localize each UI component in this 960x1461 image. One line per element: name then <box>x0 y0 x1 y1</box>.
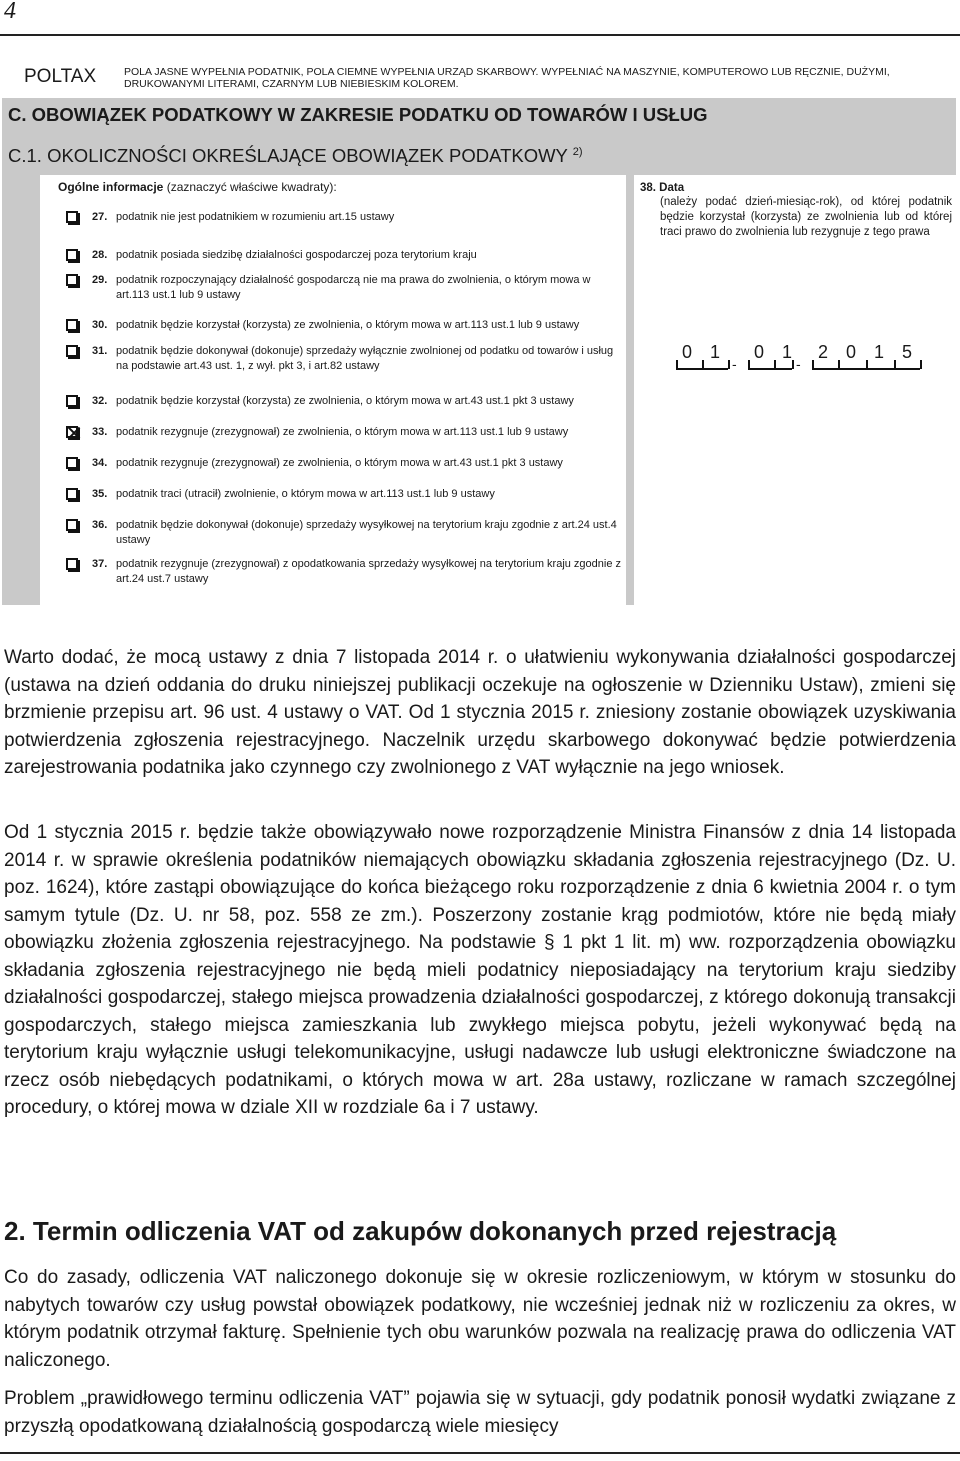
section-c1-title: C.1. OKOLICZNOŚCI OKREŚLAJĄCE OBOWIĄZEK PODATKOWY $^{2)}$ <box>8 145 583 166</box>
date-tick <box>748 360 750 369</box>
date-digit: 1 <box>781 342 792 362</box>
option-number: 36. <box>92 519 108 531</box>
date-digit: 1 <box>873 342 884 362</box>
date-tick <box>676 360 678 369</box>
option-number: 29. <box>92 274 108 286</box>
checkbox[interactable] <box>66 249 78 261</box>
option-text: podatnik będzie dokonywał (dokonuje) sprzedaży wysyłkowej na terytorium kraju zgodnie z art.24 ust.4 ustawy <box>116 519 617 546</box>
option-text: podatnik będzie korzystał (korzysta) ze zwolnienia, o którym mowa w art.113 ust.1 lub 9 ustawy <box>116 319 580 331</box>
option-number: 27. <box>92 211 108 223</box>
date-digit: 2 <box>817 342 828 362</box>
date-tick <box>812 360 814 369</box>
checkbox[interactable] <box>66 488 78 500</box>
date-tick <box>774 360 776 369</box>
poltax-brand: POLTAX <box>24 66 97 87</box>
option-number: 33. <box>92 426 108 438</box>
footnote-ref: 2) <box>572 145 583 158</box>
option-text: podatnik rozpoczynający działalność gospodarczą nie ma prawa do zwolnienia, o którym mowa w art.113 ust.1 lub 9 ustawy <box>116 274 591 301</box>
checkbox[interactable] <box>66 345 78 357</box>
form-instruction: POLA JASNE WYPEŁNIA PODATNIK, POLA CIEMNE WYPEŁNIA URZĄD SKARBOWY. WYPEŁNIAĆ NA MASZYNIE, KOMPUTEROWO LUB RĘCZNIE, DUŻYMI, DRUKOWANYMI LITERAMI, CZARNYM LUB NIEBIESKIM KOLOREM. <box>124 66 890 90</box>
option-number: 30. <box>92 319 108 331</box>
date-separator: - <box>732 356 737 372</box>
section-heading: 2. Termin odliczenia VAT od zakupów dokonanych przed rejestracją <box>4 1216 837 1246</box>
checkbox[interactable] <box>66 395 78 407</box>
option-number: 34. <box>92 457 108 469</box>
date-underline <box>748 368 792 370</box>
checkbox[interactable] <box>66 319 78 331</box>
option-text: podatnik traci (utracił) zwolnienie, o którym mowa w art.113 ust.1 lub 9 ustawy <box>116 488 495 500</box>
option-text: podatnik nie jest podatnikiem w rozumieniu art.15 ustawy <box>116 211 395 223</box>
option-number: 35. <box>92 488 108 500</box>
paragraph-4: Problem „prawidłowego terminu odliczenia VAT” pojawia się w sytuacji, gdy podatnik ponosił wydatki związane z przyszłą opodatkowaną działalnością gospodarczą wiele miesięcy <box>4 1388 956 1437</box>
option-text: podatnik rezygnuje (zrezygnował) ze zwolnienia, o którym mowa w art.113 ust.1 lub 9 ustawy <box>116 426 569 438</box>
section-c-title: C. OBOWIĄZEK PODATKOWY W ZAKRESIE PODATKU OD TOWARÓW I USŁUG <box>8 104 708 125</box>
paragraph-2: Od 1 stycznia 2015 r. będzie także obowiązywało nowe rozporządzenie Ministra Finansów z dnia 14 listopada 2014 r. w sprawie określenia podatników niemających obowiązku składania zgłoszenia rejestracyjnego (Dz. U. poz. 1624), które zastąpi obowiązujące do końca bieżącego roku rozporządzenie z dnia 6 kwietnia 2004 r. o tym samym tytule (Dz. U. nr 58, poz. 558 ze zm.). Poszerzony zostanie krąg podmiotów, które nie będą miały obowiązku złożenia zgłoszenia rejestracyjnego. Na podstawie § 1 pkt 1 lit. m) ww. rozporządzenia obowiązku składania zgłoszenia rejestracyjnego nie będą mieli podatnicy nieposiadający na terytorium kraju siedziby działalności gospodarczej, stałego miejsca prowadzenia działalności gospodarczej, z którego dokonują transakcji gospodarczych, stałego miejsca zamieszkania lub zwykłego miejsca pobytu, jeżeli wykonywać będą na terytorium kraju wyłącznie usługi telekomunikacyjne, usługi nadawcze lub usługi elektroniczne świadczone na rzecz osób niebędących podatnikami, o których mowa w art. 28a ustawy, rozliczane w ramach szczególnej procedury, o której mowa w dziale XII w rozdziale 6a i 7 ustawy. <box>4 822 956 1118</box>
paragraph-1: Warto dodać, że mocą ustawy z dnia 7 listopada 2014 r. o ułatwieniu wykonywania działalności gospodarczej (ustawa na dzień oddania do druku niniejszej publikacji oczekuje na ogłoszenie w Dzienniku Ustaw), zmieni się brzmienie przepisu art. 96 ust. 4 ustawy o VAT. Od 1 stycznia 2015 r. zniesiony zostanie obowiązek uzyskiwania potwierdzenia zgłoszenia rejestracyjnego. Naczelnik urzędu skarbowego dokonywać będzie potwierdzenia zarejestrowania podatnika jako czynnego czy zwolnionego z VAT wyłącznie na jego wniosek. <box>4 647 956 778</box>
date-tick <box>728 360 730 369</box>
date-digit: 0 <box>845 342 856 362</box>
option-text: podatnik rezygnuje (zrezygnował) ze zwolnienia, o którym mowa w art.43 ust.1 pkt 3 ustawy <box>116 457 563 469</box>
date-digit: 0 <box>753 342 764 362</box>
bottom-rule <box>0 1452 960 1454</box>
date-tick <box>866 360 868 369</box>
date-digit: 5 <box>901 342 912 362</box>
checkbox[interactable] <box>66 457 78 469</box>
option-text: podatnik będzie korzystał (korzysta) ze zwolnienia, o którym mowa w art.43 ust.1 pkt 3 ustawy <box>116 395 574 407</box>
option-text: podatnik będzie dokonywał (dokonuje) sprzedaży wyłącznie zwolnionej od podatku od towarów i usług na podstawie art.43 ust. 1, z wył. pkt 3, i art.82 ustawy <box>116 345 614 372</box>
option-number: 32. <box>92 395 108 407</box>
date-tick <box>920 360 922 369</box>
option-text: podatnik posiada siedzibę działalności gospodarczej poza terytorium kraju <box>116 249 477 261</box>
checkbox[interactable] <box>66 274 78 286</box>
option-number: 31. <box>92 345 108 357</box>
top-rule <box>0 34 960 36</box>
page-number: 4 <box>4 0 16 24</box>
option-number: 28. <box>92 249 108 261</box>
paragraph-3: Co do zasady, odliczenia VAT naliczonego dokonuje się w okresie rozliczeniowym, w którym w stosunku do nabytych towarów czy usług powstał obowiązek podatkowy, nie wcześniej jednak niż w rozliczeniu za okres, w którym podatnik otrzymał fakturę. Spełnienie tych obu warunków pozwala na realizację prawa do odliczenia VAT naliczonego. <box>4 1267 956 1371</box>
date-tick <box>792 360 794 369</box>
checkbox[interactable] <box>66 211 78 223</box>
general-info-label: Ogólne informacje (zaznaczyć właściwe kwadraty): <box>58 180 337 194</box>
date-field[interactable] <box>676 342 920 374</box>
option-text: podatnik rezygnuje (zrezygnował) z opodatkowania sprzedaży wysyłkowej na terytorium kraju zgodnie z art.24 ust.7 ustawy <box>116 558 622 585</box>
checkbox[interactable] <box>66 558 78 570</box>
date-tick <box>894 360 896 369</box>
checkbox[interactable] <box>66 519 78 531</box>
date-tick <box>702 360 704 369</box>
field-38-label: 38. Data <box>640 182 685 194</box>
date-digit: 1 <box>709 342 720 362</box>
checkbox-checked[interactable] <box>66 426 78 438</box>
option-number: 37. <box>92 558 108 570</box>
date-digit: 0 <box>681 342 692 362</box>
field-38-description: (należy podać dzień-miesiąc-rok), od której podatnik będzie korzystał (korzysta) ze zwolnienia lub od której traci prawo do zwolnienia lub rezygnuje z tego prawa <box>660 196 952 238</box>
date-tick <box>838 360 840 369</box>
date-separator: - <box>796 356 801 372</box>
